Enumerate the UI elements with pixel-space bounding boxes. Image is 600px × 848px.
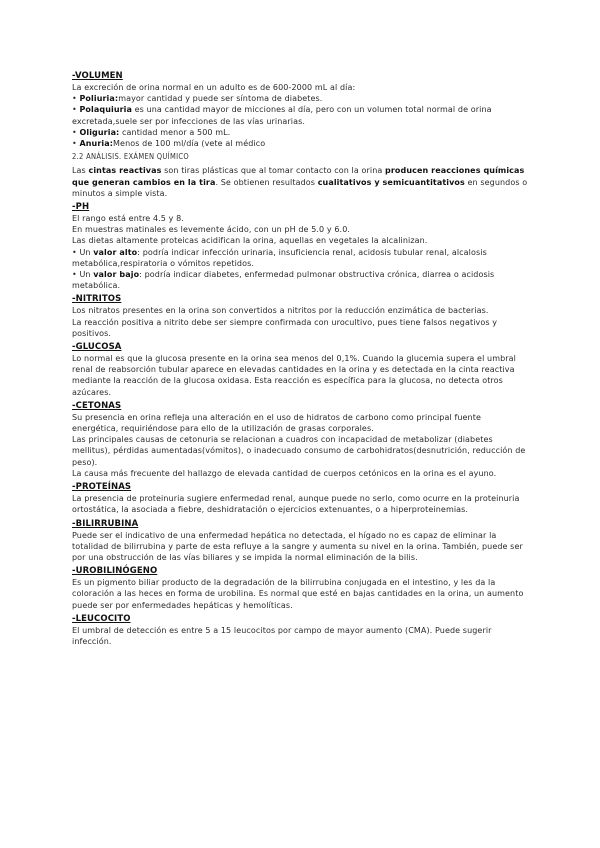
cetonas-line: Las principales causas de cetonuria se relacionan a cuadros con incapacidad de metabolizar (diabetes mellitus), pérdidas aumentadas(vómitos), o inadecuado consumo de carbohidratos(desnutrición, reducción de peso). — [72, 435, 526, 467]
list-item-anuria: • Anuria:Menos de 100 ml/día (vete al médico — [72, 139, 266, 149]
document-page — [72, 68, 528, 647]
leucocito-text: El umbral de detección es entre 5 a 15 leucocitos por campo de mayor aumento (CMA). Puede sugerir infección. — [72, 625, 492, 646]
bilirrubina-text: Puede ser el indicativo de una enfermedad hepática no detectada, el hígado no es capaz de eliminar la totalidad de bilirrubina y parte de esta refluye a la sangre y aumenta su nivel en la orina. También, puede ser por una obstrucción de las vías biliares y se impida la normal eliminación de la bilis. — [72, 530, 523, 562]
urobilinogeno-text: Es un pigmento biliar producto de la degradación de la bilirrubina conjugada en el intestino, y les da la coloración a las heces en forma de urobilina. Es normal que esté en bajas cantidades en la orina, un aumento puede ser por enfermedades hepáticas y hemolíticas. — [72, 578, 524, 610]
nitritos-line: Los nitratos presentes en la orina son convertidos a nitritos por la reducción enzimática de bacterias. — [72, 306, 489, 316]
heading-bilirrubina: -BILIRRUBINA — [72, 518, 139, 529]
list-item-polaquiuria: • Polaquiuria es una cantidad mayor de micciones al día, pero con un volumen total normal de orina excretada,suele ser por infecciones de las vías urinarias. — [72, 105, 492, 126]
nitritos-line: La reacción positiva a nitrito debe ser siempre confirmada con urocultivo, pues tiene falsos negativos y positivos. — [72, 317, 498, 338]
cetonas-line: La causa más frecuente del hallazgo de elevada cantidad de cuerpos cetónicos en la orina es el ayuno. — [72, 468, 497, 478]
heading-leucocito: -LEUCOCITO — [72, 613, 131, 624]
ph-line: Las dietas altamente proteicas acidifican la orina, aquellas en vegetales la alcalinizan. — [72, 236, 428, 246]
heading-ph: -PH — [72, 202, 90, 213]
heading-cetonas: -CETONAS — [72, 400, 122, 411]
ph-line: El rango está entre 4.5 y 8. — [72, 214, 184, 224]
section-title: 2.2 ANÁLISIS. EXÁMEN QUÍMICO — [72, 152, 189, 162]
ph-valor-bajo: • Un valor bajo: podría indicar diabetes, enfermedad pulmonar obstructiva crónica, diarrea o acidosis metabólica. — [72, 270, 495, 291]
volumen-intro: La excreción de orina normal en un adulto es de 600-2000 mL al día: — [72, 83, 356, 92]
list-item-poliuria: • Poliuria:mayor cantidad y puede ser síntoma de diabetes. — [72, 94, 323, 104]
ph-valor-alto: • Un valor alto: podría indicar infección urinaria, insuficiencia renal, acidosis tubular renal, alcalosis metabólica,respiratoria o vómitos repetidos. — [72, 247, 487, 268]
heading-urobilinogeno: -UROBILINÓGENO — [72, 566, 158, 577]
proteinas-text: La presencia de proteinuria sugiere enfermedad renal, aunque puede no serlo, como ocurre en la proteinuria ortostática, la asociada a fiebre, deshidratación o ejercicios extenuantes, o a hiperproteinemias. — [72, 494, 520, 515]
cetonas-line: Su presencia en orina refleja una alteración en el uso de hidratos de carbono como principal fuente energética, requiriéndose para ello de la utilización de grasas corporales. — [72, 412, 481, 434]
list-item-oliguria: • Oliguria: cantidad menor a 500 mL. — [72, 127, 231, 137]
ph-line: En muestras matinales es levemente ácido, con un pH de 5.0 y 6.0. — [72, 225, 351, 235]
glucosa-text: Lo normal es que la glucosa presente en la orina sea menos del 0,1%. Cuando la glucemia supera el umbral renal de reabsorción tubular aparece en elevadas cantidades en la orina y es detectada en la cinta reactiva mediante la reacción de la glucosa oxidasa. Esta reacción es específica para la glucosa, no detecta otros azúcares. — [72, 354, 517, 397]
cintas-paragraph: Las cintas reactivas son tiras plásticas que al tomar contacto con la orina producen reacciones químicas que generan cambios en la tira. Se obtienen resultados cualitativos y semicuantitativos en segundos o minutos a simple vista. — [72, 166, 528, 198]
heading-proteinas: -PROTEÍNAS — [72, 482, 132, 493]
heading-nitritos: -NITRITOS — [72, 294, 122, 305]
heading-volumen: -VOLUMEN — [72, 71, 123, 81]
heading-glucosa: -GLUCOSA — [72, 342, 122, 353]
